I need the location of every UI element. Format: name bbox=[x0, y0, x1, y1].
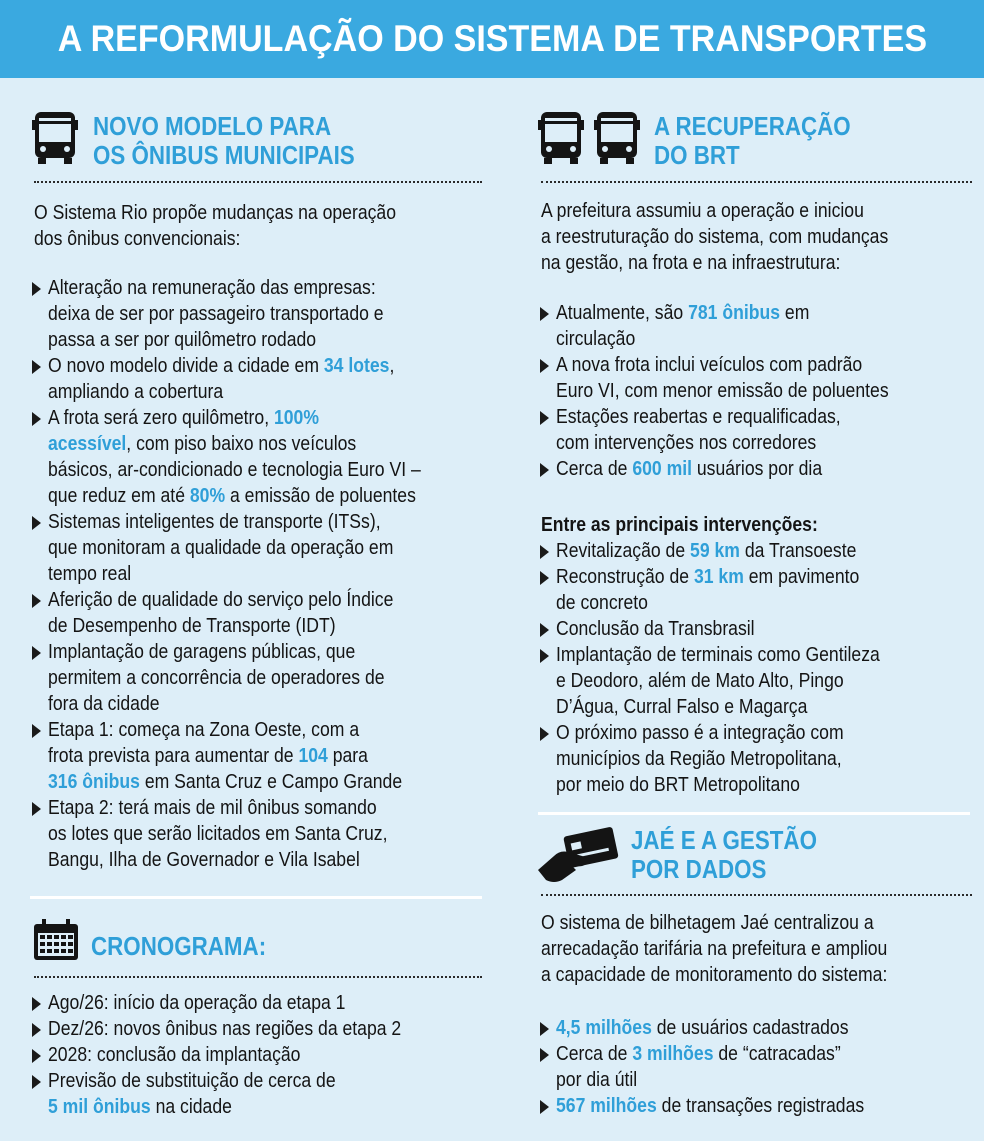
dotted-divider bbox=[541, 894, 972, 896]
text-segment: usuários por dia bbox=[692, 458, 823, 480]
bullet-item bbox=[538, 538, 968, 564]
bullet-text bbox=[556, 456, 919, 482]
bullet-arrow-icon bbox=[32, 282, 41, 296]
text-segment: Reconstrução de bbox=[556, 566, 694, 588]
bullet-arrow-icon bbox=[540, 359, 549, 373]
text-segment: em circulação bbox=[556, 302, 810, 350]
bullet-item bbox=[538, 352, 968, 404]
bullet-arrow-icon bbox=[32, 802, 41, 816]
hand-card-icon bbox=[536, 826, 620, 884]
text-segment: Estações reabertas e requalificadas, com intervenções nos corredores bbox=[556, 406, 841, 454]
onibus-bullet-list bbox=[30, 275, 492, 873]
section-header-jae bbox=[536, 826, 620, 884]
highlight-text: 59 km bbox=[690, 540, 740, 562]
bullet-arrow-icon bbox=[32, 594, 41, 608]
text-segment: Implantação de terminais como Gentileza e Deodoro, além de Mato Alto, Pingo D’Água, Curral Falso e Magarça bbox=[556, 644, 880, 718]
highlight-text: 104 bbox=[298, 745, 328, 767]
text-segment: Dez/26: novos ônibus nas regiões da etapa 2 bbox=[48, 1018, 402, 1040]
section-divider bbox=[30, 896, 482, 899]
bullet-item bbox=[30, 587, 492, 639]
text-segment: Alteração na remuneração das empresas: deixa de ser por passageiro transportado e passa a ser por quilômetro rodado bbox=[48, 277, 384, 351]
bullet-arrow-icon bbox=[540, 411, 549, 425]
text-segment: Etapa 1: começa na Zona Oeste, com a frota prevista para aumentar de bbox=[48, 719, 360, 767]
bullet-text bbox=[48, 587, 439, 639]
bullet-text bbox=[556, 352, 919, 404]
text-segment: , com piso baixo nos veículos básicos, ar-condicionado e tecnologia Euro VI – que reduz em até bbox=[48, 433, 421, 507]
text-segment: em pavimento de concreto bbox=[556, 566, 860, 614]
bullet-item bbox=[538, 1093, 968, 1119]
dotted-divider bbox=[34, 181, 482, 183]
bullet-text bbox=[556, 300, 919, 352]
bullet-text bbox=[48, 990, 439, 1016]
bullet-text bbox=[556, 616, 919, 642]
text-segment: Ago/26: início da operação da etapa 1 bbox=[48, 992, 346, 1014]
bullet-text bbox=[48, 717, 439, 795]
bullet-text bbox=[556, 720, 919, 798]
calendar-icon bbox=[32, 918, 80, 962]
bullet-text bbox=[48, 795, 439, 873]
bullet-item bbox=[30, 990, 492, 1016]
bullet-arrow-icon bbox=[32, 646, 41, 660]
bullet-arrow-icon bbox=[32, 516, 41, 530]
text-segment: Revitalização de bbox=[556, 540, 691, 562]
bullet-text bbox=[48, 509, 439, 587]
bullet-text bbox=[556, 564, 919, 616]
bullet-arrow-icon bbox=[540, 1022, 549, 1036]
bullet-text bbox=[556, 538, 919, 564]
highlight-text: 316 ônibus bbox=[48, 771, 140, 793]
bullet-arrow-icon bbox=[32, 1075, 41, 1089]
text-segment: Sistemas inteligentes de transporte (ITSs), que monitoram a qualidade da operação em tempo real bbox=[48, 511, 394, 585]
section-header-onibus bbox=[30, 110, 80, 166]
bullet-arrow-icon bbox=[540, 1100, 549, 1114]
text-segment: Cerca de bbox=[556, 458, 633, 480]
bullet-item bbox=[30, 509, 492, 587]
bullet-arrow-icon bbox=[540, 545, 549, 559]
intro-line: a capacidade de monitoramento do sistema: bbox=[541, 964, 888, 986]
bullet-text bbox=[48, 1042, 439, 1068]
bullet-text bbox=[556, 642, 919, 720]
text-segment: O novo modelo divide a cidade em bbox=[48, 355, 324, 377]
text-segment: O próximo passo é a integração com municípios da Região Metropolitana, por meio do BRT Metropolitano bbox=[556, 722, 844, 796]
bullet-item bbox=[538, 564, 968, 616]
highlight-text: 781 ônibus bbox=[688, 302, 781, 324]
text-segment: Cerca de bbox=[556, 1043, 633, 1065]
intro-line: O sistema de bilhetagem Jaé centralizou a bbox=[541, 912, 874, 934]
jae-bullet-list bbox=[538, 1015, 968, 1119]
bullet-arrow-icon bbox=[32, 412, 41, 426]
highlight-text: 80% bbox=[189, 485, 226, 507]
section-title-jae-line2: POR DADOS bbox=[631, 854, 767, 884]
bullet-item bbox=[538, 720, 968, 798]
bullet-item bbox=[30, 405, 492, 509]
bus-icon bbox=[30, 110, 80, 166]
section-header-cronograma bbox=[32, 918, 80, 962]
dotted-divider bbox=[34, 976, 482, 978]
bullet-item bbox=[30, 1068, 492, 1120]
intro-line: dos ônibus convencionais: bbox=[34, 228, 241, 250]
section-header-brt bbox=[536, 110, 644, 166]
text-segment: da Transoeste bbox=[739, 540, 857, 562]
bullet-arrow-icon bbox=[32, 997, 41, 1011]
text-segment: na cidade bbox=[150, 1096, 232, 1118]
highlight-text: 5 mil ônibus bbox=[48, 1096, 151, 1118]
text-segment: Implantação de garagens públicas, que permitem a concorrência de operadores de fora da cidade bbox=[48, 641, 385, 715]
bullet-item bbox=[538, 456, 968, 482]
two-buses-icon bbox=[536, 110, 644, 166]
text-segment: Atualmente, são bbox=[556, 302, 689, 324]
bullet-text bbox=[556, 1093, 919, 1119]
text-segment: de “catracadas” por dia útil bbox=[556, 1043, 841, 1091]
bullet-item bbox=[538, 404, 968, 456]
text-segment: Aferição de qualidade do serviço pelo Índice de Desempenho de Transporte (IDT) bbox=[48, 589, 394, 637]
bullet-arrow-icon bbox=[32, 724, 41, 738]
section-title-cronograma: CRONOGRAMA: bbox=[91, 931, 267, 961]
bullet-arrow-icon bbox=[540, 1048, 549, 1062]
interventions-heading: Entre as principais intervenções: bbox=[541, 514, 818, 536]
bullet-item bbox=[30, 717, 492, 795]
bullet-item bbox=[538, 1041, 968, 1093]
text-segment: Conclusão da Transbrasil bbox=[556, 618, 755, 640]
bullet-text bbox=[48, 1016, 439, 1042]
bullet-arrow-icon bbox=[540, 649, 549, 663]
intro-jae bbox=[541, 910, 887, 988]
text-segment: em Santa Cruz e Campo Grande bbox=[139, 771, 403, 793]
bullet-arrow-icon bbox=[540, 307, 549, 321]
text-segment: , ampliando a cobertura bbox=[48, 355, 395, 403]
bullet-text bbox=[48, 275, 439, 353]
highlight-text: 600 mil bbox=[632, 458, 693, 480]
highlight-text: 4,5 milhões bbox=[556, 1017, 652, 1039]
intro-line: na gestão, na frota e na infraestrutura: bbox=[541, 252, 841, 274]
cronograma-bullet-list bbox=[30, 990, 492, 1120]
section-title-onibus-line1: NOVO MODELO PARA bbox=[93, 111, 332, 141]
bullet-text bbox=[48, 353, 439, 405]
bullet-text bbox=[556, 1015, 919, 1041]
bullet-item bbox=[538, 300, 968, 352]
highlight-text: 3 milhões bbox=[632, 1043, 714, 1065]
bullet-arrow-icon bbox=[32, 360, 41, 374]
intro-onibus bbox=[34, 200, 396, 252]
bullet-text bbox=[48, 1068, 439, 1120]
intro-line: A prefeitura assumiu a operação e iniciou bbox=[541, 200, 864, 222]
intro-line: O Sistema Rio propõe mudanças na operação bbox=[34, 202, 396, 224]
highlight-text: 567 milhões bbox=[556, 1095, 657, 1117]
bullet-item bbox=[30, 795, 492, 873]
text-segment: Etapa 2: terá mais de mil ônibus somando os lotes que serão licitados em Santa Cruz, Bangu, Ilha de Governador e Vila Isabel bbox=[48, 797, 388, 871]
bullet-text bbox=[556, 1041, 919, 1093]
bullet-item bbox=[538, 1015, 968, 1041]
bullet-item bbox=[30, 353, 492, 405]
text-segment: a emissão de poluentes bbox=[225, 485, 416, 507]
interventions-bullet-list bbox=[538, 538, 968, 798]
bullet-arrow-icon bbox=[540, 623, 549, 637]
intro-line: arrecadação tarifária na prefeitura e ampliou bbox=[541, 938, 888, 960]
bullet-arrow-icon bbox=[540, 727, 549, 741]
text-segment: 2028: conclusão da implantação bbox=[48, 1044, 301, 1066]
bullet-item bbox=[30, 1016, 492, 1042]
bullet-item bbox=[30, 1042, 492, 1068]
bullet-item bbox=[30, 275, 492, 353]
bullet-item bbox=[538, 616, 968, 642]
brt-bullet-list bbox=[538, 300, 968, 482]
text-segment: A frota será zero quilômetro, bbox=[48, 407, 274, 429]
header-banner bbox=[0, 0, 984, 78]
section-divider bbox=[538, 812, 970, 815]
text-segment: de transações registradas bbox=[656, 1095, 865, 1117]
highlight-text: 100% acessível bbox=[48, 407, 319, 455]
text-segment: para bbox=[332, 745, 368, 767]
bullet-arrow-icon bbox=[540, 571, 549, 585]
section-title-brt-line2: DO BRT bbox=[654, 140, 740, 170]
bullet-item bbox=[30, 639, 492, 717]
dotted-divider bbox=[541, 181, 972, 183]
bullet-arrow-icon bbox=[32, 1049, 41, 1063]
bullet-arrow-icon bbox=[540, 463, 549, 477]
bullet-item bbox=[538, 642, 968, 720]
page-title: A REFORMULAÇÃO DO SISTEMA DE TRANSPORTES bbox=[57, 18, 927, 59]
bullet-text bbox=[556, 404, 919, 456]
intro-line: a reestruturação do sistema, com mudanças bbox=[541, 226, 889, 248]
bullet-text bbox=[48, 405, 439, 509]
section-title-brt-line1: A RECUPERAÇÃO bbox=[654, 111, 851, 141]
bullet-text bbox=[48, 639, 439, 717]
intro-brt bbox=[541, 198, 888, 276]
text-segment: A nova frota inclui veículos com padrão Euro VI, com menor emissão de poluentes bbox=[556, 354, 889, 402]
highlight-text: 31 km bbox=[693, 566, 744, 588]
section-title-jae-line1: JAÉ E A GESTÃO bbox=[631, 825, 817, 855]
highlight-text: 34 lotes bbox=[323, 355, 390, 377]
bullet-arrow-icon bbox=[32, 1023, 41, 1037]
text-segment: Previsão de substituição de cerca de bbox=[48, 1070, 336, 1092]
section-title-onibus-line2: OS ÔNIBUS MUNICIPAIS bbox=[93, 140, 355, 170]
text-segment: de usuários cadastrados bbox=[651, 1017, 849, 1039]
